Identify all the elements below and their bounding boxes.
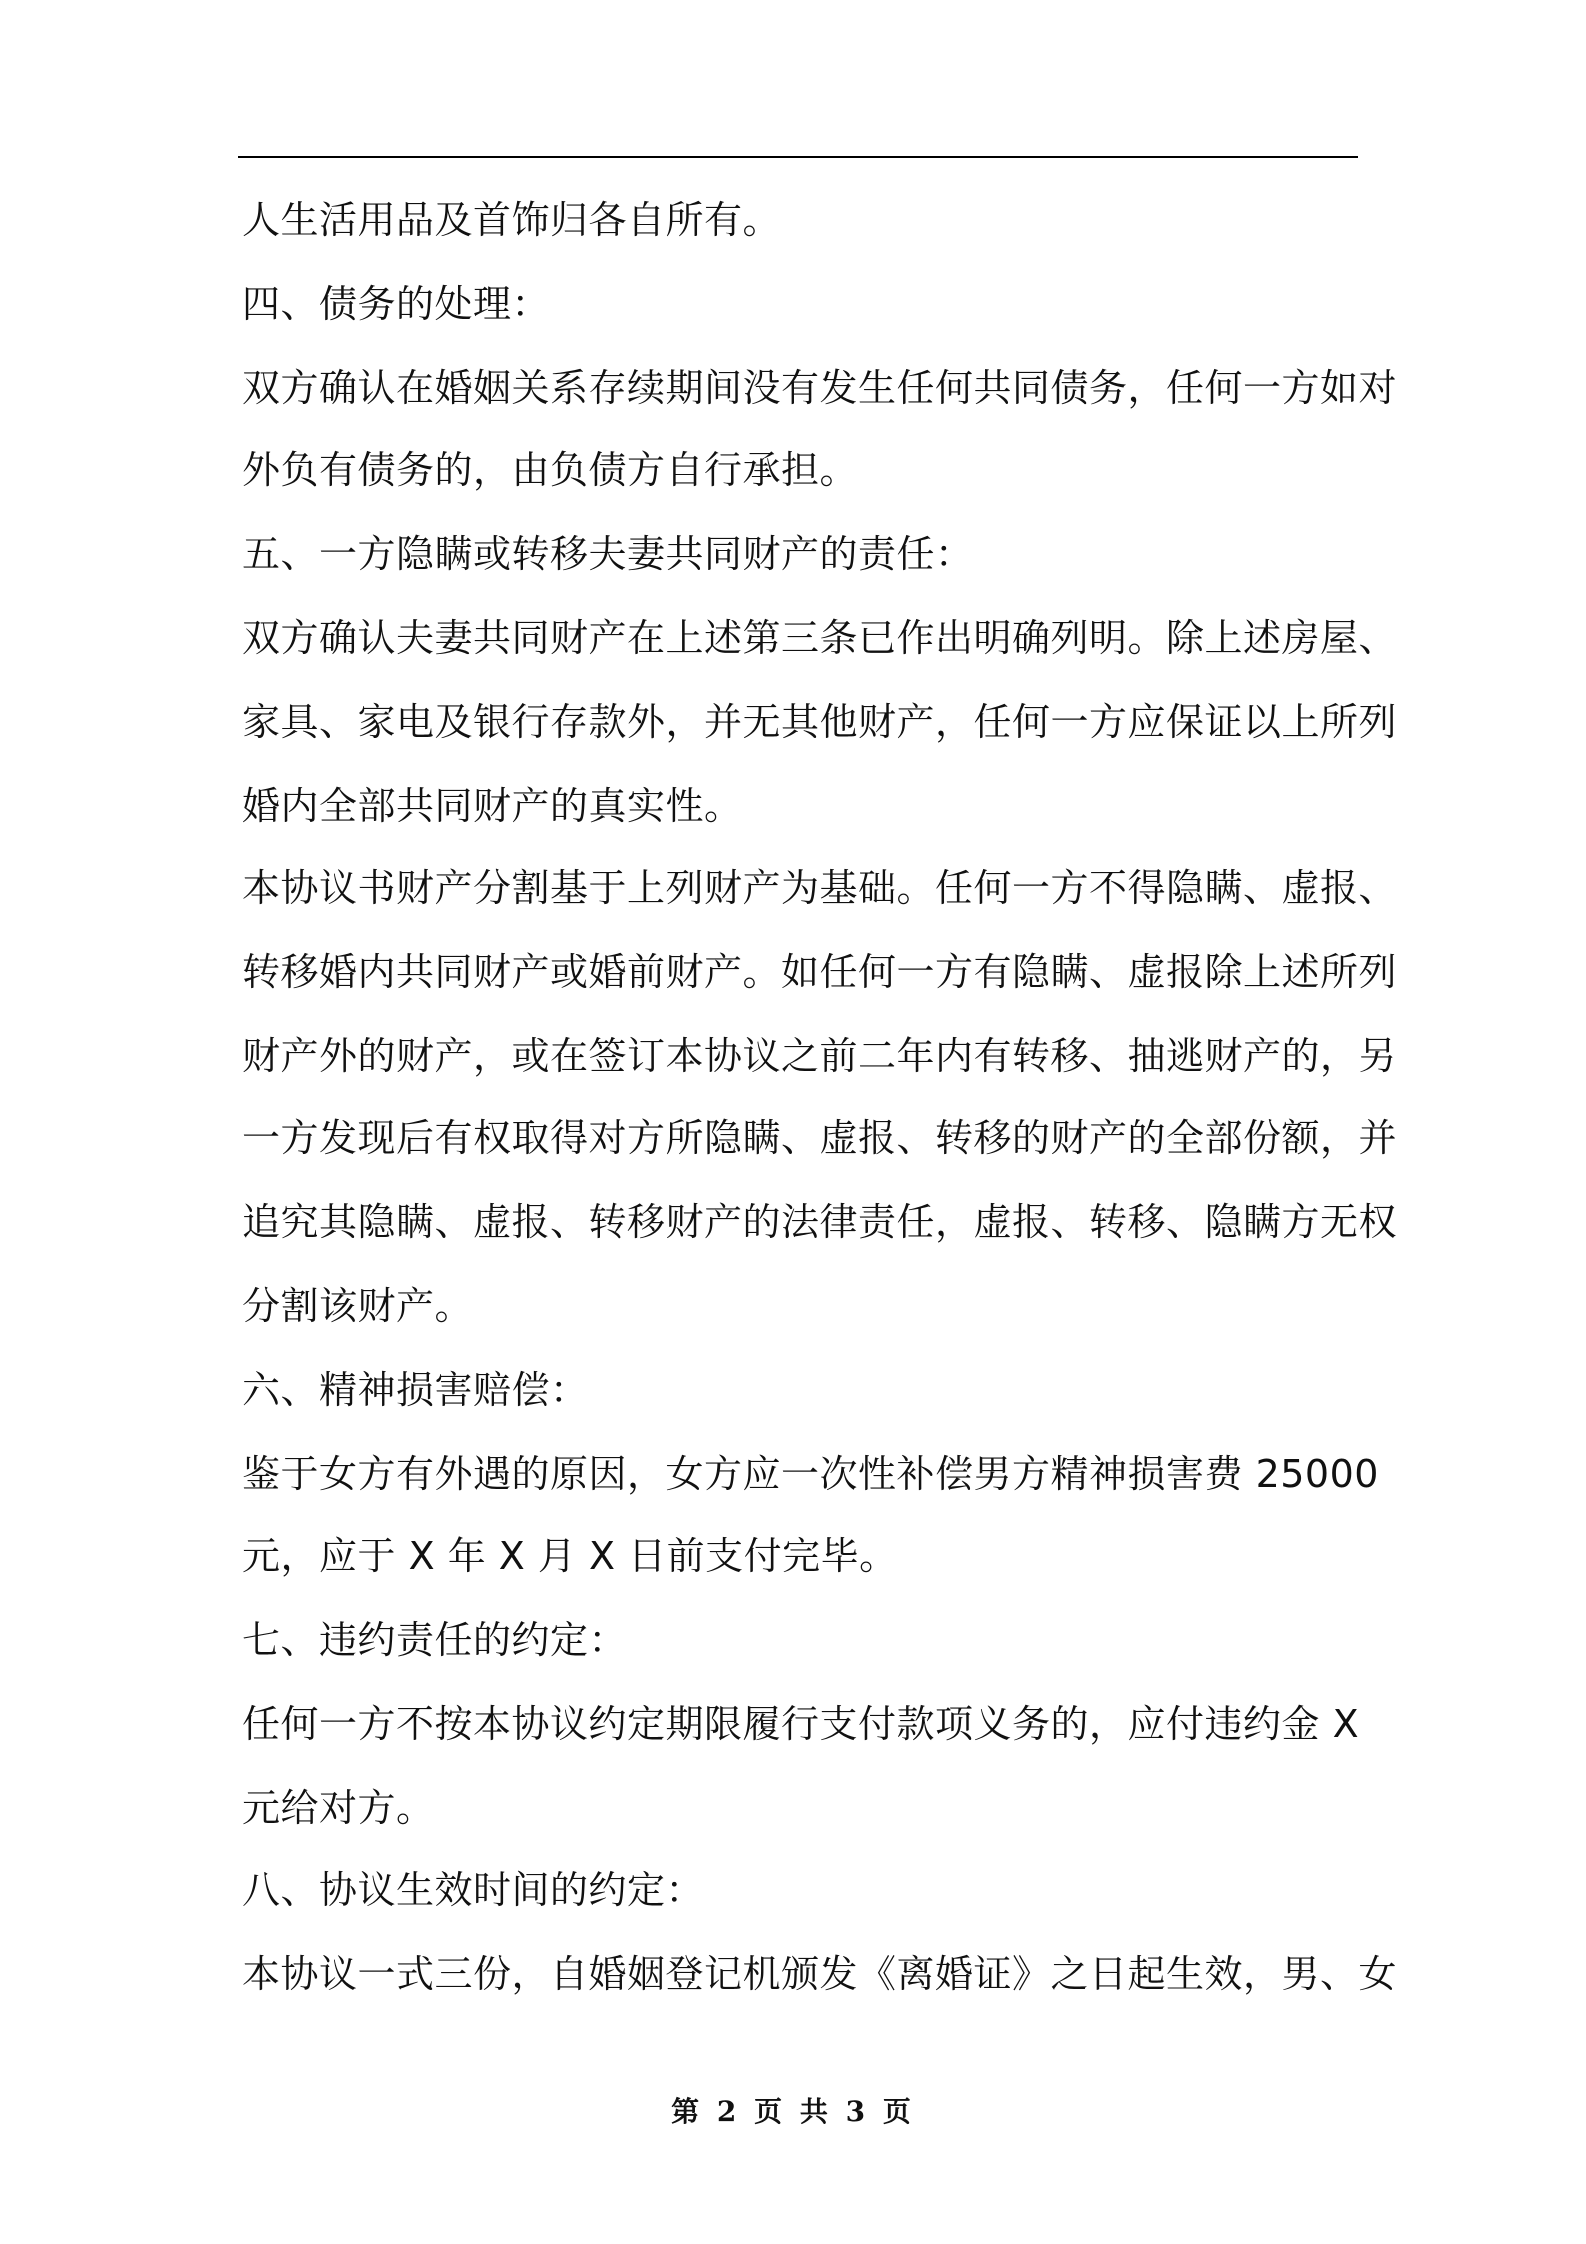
paragraph-line: 追究其隐瞒、虚报、转移财产的法律责任，虚报、转移、隐瞒方无权 <box>242 1200 1398 1244</box>
section-heading: 五、一方隐瞒或转移夫妻共同财产的责任： <box>242 532 974 576</box>
paragraph-line: 财产外的财产，或在签订本协议之前二年内有转移、抽逃财产的，另 <box>242 1034 1398 1078</box>
section-heading: 六、精神损害赔偿： <box>242 1368 589 1412</box>
section-heading: 八、协议生效时间的约定： <box>242 1868 705 1912</box>
paragraph-line: 本协议书财产分割基于上列财产为基础。任何一方不得隐瞒、虚报、 <box>242 866 1398 910</box>
page-number: 第 2 页 共 3 页 <box>671 2095 915 2128</box>
paragraph-line: 转移婚内共同财产或婚前财产。如任何一方有隐瞒、虚报除上述所列 <box>242 950 1398 994</box>
section-heading: 七、违约责任的约定： <box>242 1618 628 1662</box>
paragraph-line: 任何一方不按本协议约定期限履行支付款项义务的，应付违约金 X <box>242 1702 1360 1746</box>
paragraph-line: 元，应于 X 年 X 月 X 日前支付完毕。 <box>242 1534 898 1578</box>
paragraph-line: 家具、家电及银行存款外，并无其他财产，任何一方应保证以上所列 <box>242 700 1398 744</box>
paragraph-line: 婚内全部共同财产的真实性。 <box>242 784 743 828</box>
header-rule <box>238 156 1358 158</box>
paragraph-line: 双方确认在婚姻关系存续期间没有发生任何共同债务，任何一方如对 <box>242 366 1398 410</box>
paragraph-line: 人生活用品及首饰归各自所有。 <box>242 198 782 242</box>
paragraph-line: 分割该财产。 <box>242 1284 474 1328</box>
paragraph-line: 鉴于女方有外遇的原因，女方应一次性补偿男方精神损害费 25000 <box>242 1452 1379 1496</box>
section-heading: 四、债务的处理： <box>242 282 551 326</box>
paragraph-line: 双方确认夫妻共同财产在上述第三条已作出明确列明。除上述房屋、 <box>242 616 1398 660</box>
paragraph-line: 一方发现后有权取得对方所隐瞒、虚报、转移的财产的全部份额，并 <box>242 1116 1398 1160</box>
paragraph-line: 本协议一式三份，自婚姻登记机颁发《离婚证》之日起生效，男、女 <box>242 1952 1398 1996</box>
paragraph-line: 元给对方。 <box>242 1786 435 1830</box>
paragraph-line: 外负有债务的，由负债方自行承担。 <box>242 448 859 492</box>
